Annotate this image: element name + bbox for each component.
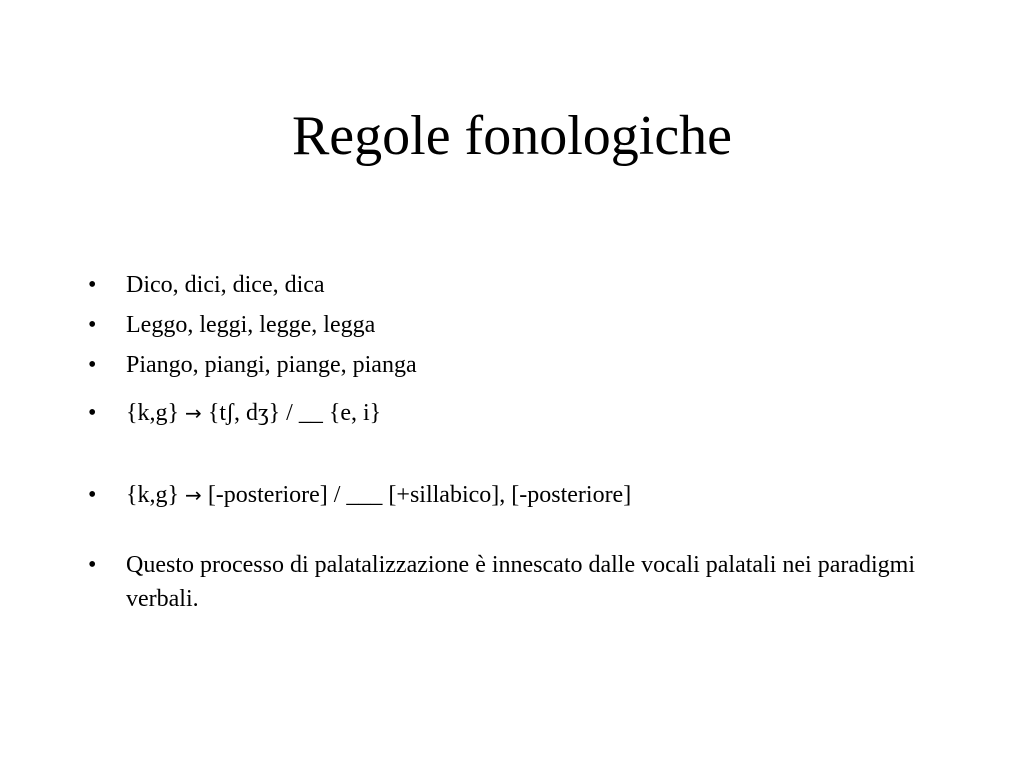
bullet-text: Dico, dici, dice, dica bbox=[126, 272, 325, 298]
rule-input: {k,g} bbox=[126, 482, 180, 508]
list-item bbox=[88, 308, 948, 342]
list-item bbox=[88, 268, 948, 302]
bullet-icon: • bbox=[88, 312, 97, 338]
bullet-text: Questo processo di palatalizzazione è innescato dalle vocali palatali nei paradigmi verbali. bbox=[126, 552, 916, 612]
bullet-icon: • bbox=[88, 400, 97, 426]
arrow-right-icon: → bbox=[185, 483, 202, 507]
arrow-right-icon: → bbox=[185, 401, 202, 425]
rule-output: {tʃ, dʒ} / __ {e, i} bbox=[207, 400, 382, 426]
rule-output: [-posteriore] / ___ [+sillabico], [-posteriore] bbox=[207, 482, 632, 508]
list-item bbox=[88, 348, 948, 382]
bullet-icon: • bbox=[88, 482, 97, 508]
bullet-text: Leggo, leggi, legge, legga bbox=[126, 312, 376, 338]
list-item bbox=[88, 396, 948, 430]
rule-input: {k,g} bbox=[126, 400, 180, 426]
bullet-icon: • bbox=[88, 552, 97, 578]
list-item bbox=[88, 478, 948, 512]
bullet-list bbox=[88, 268, 948, 616]
bullet-icon: • bbox=[88, 352, 97, 378]
slide-title: Regole fonologiche bbox=[291, 105, 733, 167]
bullet-icon: • bbox=[88, 272, 97, 298]
list-item bbox=[88, 548, 948, 616]
bullet-text: Piango, piangi, piange, pianga bbox=[126, 352, 417, 378]
